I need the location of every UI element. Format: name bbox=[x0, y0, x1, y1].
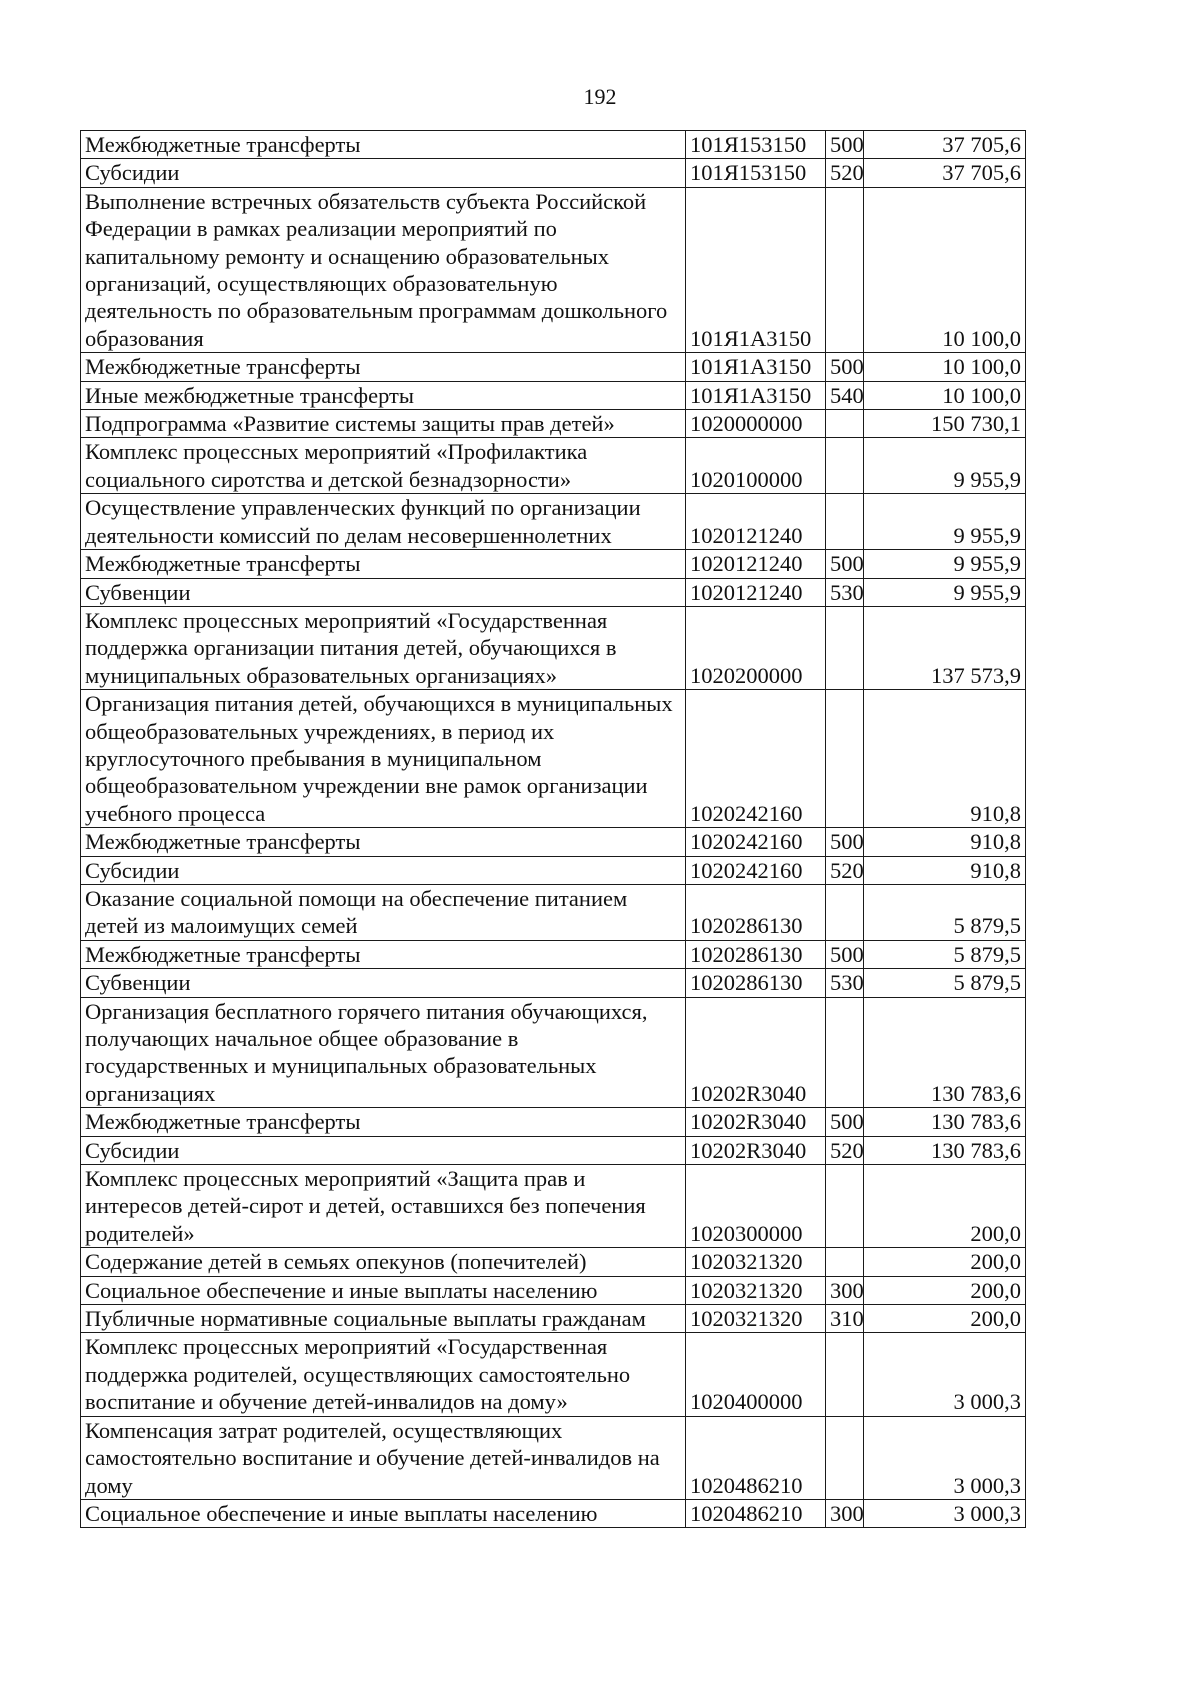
row-name: Выполнение встречных обязательств субъекта Российской Федерации в рамках реализации мероприятий по капитальному ремонту и оснащению образовательных организаций, осуществляющих образовательную деятельность по образовательным программам дошкольного образования bbox=[81, 187, 686, 352]
row-name: Субвенции bbox=[81, 578, 686, 606]
table-row bbox=[81, 353, 1026, 381]
table-row bbox=[81, 969, 1026, 997]
table-row bbox=[81, 438, 1026, 494]
row-expense-type bbox=[826, 438, 864, 494]
row-code: 101Я1А3150 bbox=[686, 187, 826, 352]
row-expense-type bbox=[826, 606, 864, 689]
row-expense-type: 520 bbox=[826, 856, 864, 884]
row-name: Комплекс процессных мероприятий «Профилактика социального сиротства и детской безнадзорности» bbox=[81, 438, 686, 494]
row-code: 1020121240 bbox=[686, 550, 826, 578]
table-row bbox=[81, 856, 1026, 884]
row-expense-type: 500 bbox=[826, 940, 864, 968]
row-name: Осуществление управленческих функций по организации деятельности комиссий по делам несовершеннолетних bbox=[81, 494, 686, 550]
row-name: Организация бесплатного горячего питания обучающихся, получающих начальное общее образование в государственных и муниципальных образовательных организациях bbox=[81, 997, 686, 1108]
row-name: Компенсация затрат родителей, осуществляющих самостоятельно воспитание и обучение детей-инвалидов на дому bbox=[81, 1416, 686, 1499]
row-expense-type: 520 bbox=[826, 1136, 864, 1164]
table-row bbox=[81, 884, 1026, 940]
row-expense-type: 500 bbox=[826, 828, 864, 856]
row-sum: 200,0 bbox=[864, 1276, 1026, 1304]
row-name: Комплекс процессных мероприятий «Защита прав и интересов детей-сирот и детей, оставшихся без попечения родителей» bbox=[81, 1165, 686, 1248]
row-expense-type bbox=[826, 410, 864, 438]
table-row bbox=[81, 1136, 1026, 1164]
row-code: 1020321320 bbox=[686, 1248, 826, 1276]
row-sum: 10 100,0 bbox=[864, 381, 1026, 409]
row-expense-type: 500 bbox=[826, 131, 864, 159]
row-code: 1020321320 bbox=[686, 1276, 826, 1304]
row-sum: 200,0 bbox=[864, 1305, 1026, 1333]
row-code: 1020300000 bbox=[686, 1165, 826, 1248]
table-row bbox=[81, 828, 1026, 856]
row-code: 1020100000 bbox=[686, 438, 826, 494]
row-name: Субсидии bbox=[81, 159, 686, 187]
row-sum: 9 955,9 bbox=[864, 494, 1026, 550]
table-row bbox=[81, 1108, 1026, 1136]
row-expense-type bbox=[826, 1416, 864, 1499]
row-code: 1020121240 bbox=[686, 494, 826, 550]
row-code: 101Я153150 bbox=[686, 159, 826, 187]
row-name: Межбюджетные трансферты bbox=[81, 550, 686, 578]
row-name: Подпрограмма «Развитие системы защиты прав детей» bbox=[81, 410, 686, 438]
row-sum: 200,0 bbox=[864, 1248, 1026, 1276]
table-row bbox=[81, 550, 1026, 578]
row-name: Межбюджетные трансферты bbox=[81, 131, 686, 159]
table-row bbox=[81, 1416, 1026, 1499]
row-expense-type: 530 bbox=[826, 578, 864, 606]
row-name: Публичные нормативные социальные выплаты гражданам bbox=[81, 1305, 686, 1333]
row-expense-type: 520 bbox=[826, 159, 864, 187]
row-name: Комплекс процессных мероприятий «Государственная поддержка родителей, осуществляющих самостоятельно воспитание и обучение детей-инвалидов на дому» bbox=[81, 1333, 686, 1416]
row-sum: 3 000,3 bbox=[864, 1416, 1026, 1499]
row-code: 101Я1А3150 bbox=[686, 381, 826, 409]
row-sum: 910,8 bbox=[864, 690, 1026, 828]
row-name: Межбюджетные трансферты bbox=[81, 828, 686, 856]
row-sum: 37 705,6 bbox=[864, 159, 1026, 187]
row-sum: 200,0 bbox=[864, 1165, 1026, 1248]
table-row bbox=[81, 1333, 1026, 1416]
table-row bbox=[81, 1248, 1026, 1276]
row-expense-type bbox=[826, 884, 864, 940]
row-expense-type bbox=[826, 187, 864, 352]
row-sum: 5 879,5 bbox=[864, 940, 1026, 968]
row-code: 1020200000 bbox=[686, 606, 826, 689]
table-row bbox=[81, 690, 1026, 828]
row-code: 1020486210 bbox=[686, 1499, 826, 1527]
row-expense-type: 300 bbox=[826, 1276, 864, 1304]
row-sum: 130 783,6 bbox=[864, 997, 1026, 1108]
row-expense-type bbox=[826, 494, 864, 550]
table-row bbox=[81, 410, 1026, 438]
row-name: Субвенции bbox=[81, 969, 686, 997]
table-row bbox=[81, 131, 1026, 159]
row-code: 1020286130 bbox=[686, 884, 826, 940]
row-code: 1020486210 bbox=[686, 1416, 826, 1499]
table-row bbox=[81, 940, 1026, 968]
row-sum: 37 705,6 bbox=[864, 131, 1026, 159]
row-name: Межбюджетные трансферты bbox=[81, 940, 686, 968]
table-row bbox=[81, 159, 1026, 187]
table-row bbox=[81, 1276, 1026, 1304]
row-code: 10202R3040 bbox=[686, 1108, 826, 1136]
table-row bbox=[81, 1165, 1026, 1248]
row-name: Субсидии bbox=[81, 1136, 686, 1164]
row-name: Субсидии bbox=[81, 856, 686, 884]
row-expense-type: 500 bbox=[826, 550, 864, 578]
page-number: 192 bbox=[583, 84, 617, 109]
row-sum: 130 783,6 bbox=[864, 1136, 1026, 1164]
table-row bbox=[81, 606, 1026, 689]
row-sum: 3 000,3 bbox=[864, 1499, 1026, 1527]
row-name: Межбюджетные трансферты bbox=[81, 353, 686, 381]
row-expense-type: 310 bbox=[826, 1305, 864, 1333]
row-sum: 9 955,9 bbox=[864, 438, 1026, 494]
row-sum: 150 730,1 bbox=[864, 410, 1026, 438]
row-expense-type bbox=[826, 997, 864, 1108]
table-row bbox=[81, 187, 1026, 352]
row-expense-type bbox=[826, 690, 864, 828]
row-code: 10202R3040 bbox=[686, 1136, 826, 1164]
row-name: Социальное обеспечение и иные выплаты населению bbox=[81, 1276, 686, 1304]
row-code: 1020321320 bbox=[686, 1305, 826, 1333]
table-row bbox=[81, 494, 1026, 550]
row-code: 101Я153150 bbox=[686, 131, 826, 159]
row-sum: 137 573,9 bbox=[864, 606, 1026, 689]
row-expense-type: 530 bbox=[826, 969, 864, 997]
row-sum: 5 879,5 bbox=[864, 884, 1026, 940]
table-row bbox=[81, 578, 1026, 606]
row-sum: 130 783,6 bbox=[864, 1108, 1026, 1136]
row-expense-type: 500 bbox=[826, 1108, 864, 1136]
row-expense-type bbox=[826, 1248, 864, 1276]
row-name: Оказание социальной помощи на обеспечение питанием детей из малоимущих семей bbox=[81, 884, 686, 940]
row-code: 1020242160 bbox=[686, 856, 826, 884]
row-expense-type: 300 bbox=[826, 1499, 864, 1527]
row-sum: 3 000,3 bbox=[864, 1333, 1026, 1416]
row-code: 1020286130 bbox=[686, 940, 826, 968]
row-code: 10202R3040 bbox=[686, 997, 826, 1108]
table-row bbox=[81, 1305, 1026, 1333]
row-sum: 10 100,0 bbox=[864, 187, 1026, 352]
row-name: Межбюджетные трансферты bbox=[81, 1108, 686, 1136]
row-code: 1020000000 bbox=[686, 410, 826, 438]
row-sum: 10 100,0 bbox=[864, 353, 1026, 381]
row-code: 101Я1А3150 bbox=[686, 353, 826, 381]
row-code: 1020286130 bbox=[686, 969, 826, 997]
row-code: 1020121240 bbox=[686, 578, 826, 606]
row-sum: 9 955,9 bbox=[864, 578, 1026, 606]
row-code: 1020242160 bbox=[686, 690, 826, 828]
row-name: Содержание детей в семьях опекунов (попечителей) bbox=[81, 1248, 686, 1276]
budget-table bbox=[80, 130, 1026, 1528]
row-sum: 910,8 bbox=[864, 856, 1026, 884]
table-row bbox=[81, 381, 1026, 409]
table-row bbox=[81, 1499, 1026, 1527]
row-code: 1020242160 bbox=[686, 828, 826, 856]
row-expense-type bbox=[826, 1165, 864, 1248]
row-name: Организация питания детей, обучающихся в муниципальных общеобразовательных учреждениях, в период их круглосуточного пребывания в муниципальном общеобразовательном учреждении вне рамок организации учебного процесса bbox=[81, 690, 686, 828]
row-sum: 5 879,5 bbox=[864, 969, 1026, 997]
table-row bbox=[81, 997, 1026, 1108]
row-name: Комплекс процессных мероприятий «Государственная поддержка организации питания детей, обучающихся в муниципальных образовательных организациях» bbox=[81, 606, 686, 689]
row-sum: 9 955,9 bbox=[864, 550, 1026, 578]
budget-table-body bbox=[81, 131, 1026, 1528]
row-name: Социальное обеспечение и иные выплаты населению bbox=[81, 1499, 686, 1527]
row-expense-type bbox=[826, 1333, 864, 1416]
row-sum: 910,8 bbox=[864, 828, 1026, 856]
row-name: Иные межбюджетные трансферты bbox=[81, 381, 686, 409]
row-expense-type: 500 bbox=[826, 353, 864, 381]
row-code: 1020400000 bbox=[686, 1333, 826, 1416]
row-expense-type: 540 bbox=[826, 381, 864, 409]
